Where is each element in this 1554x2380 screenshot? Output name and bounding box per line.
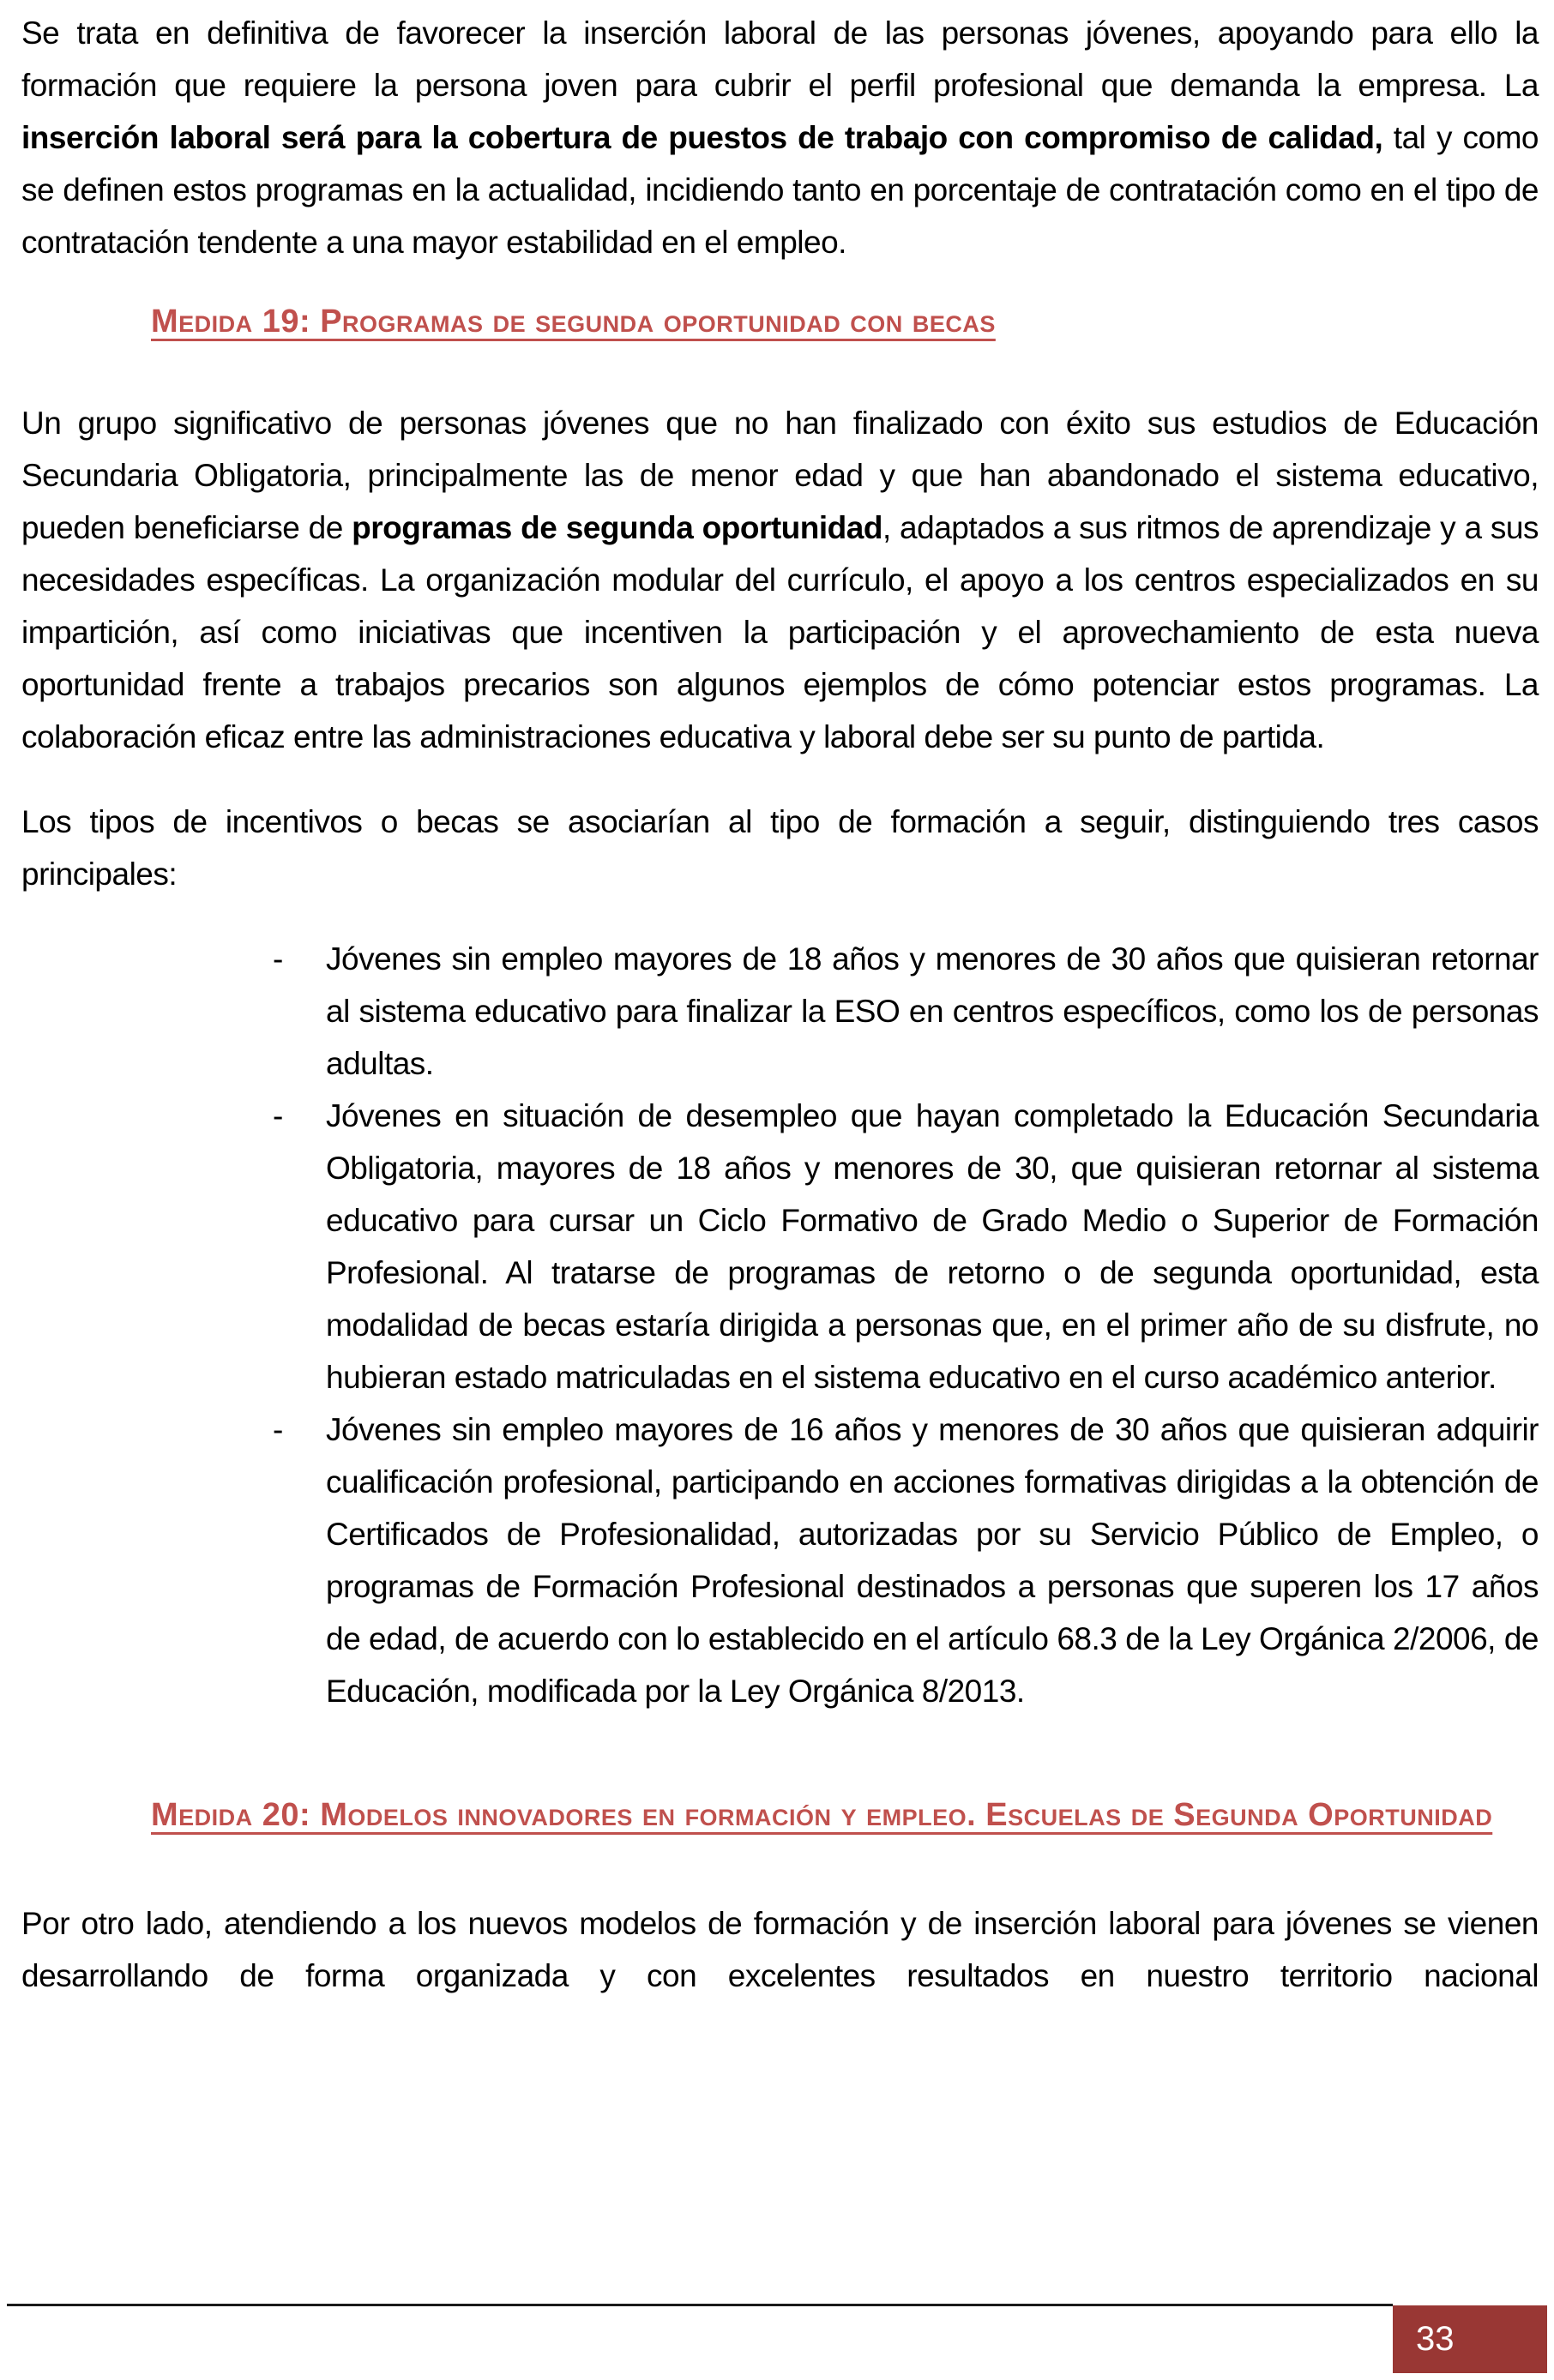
list-item-text: Jóvenes sin empleo mayores de 18 años y menores de 30 años que quisieran retornar al sistema educativo para finalizar la ESO en centros específicos, como los de personas adultas. [326, 941, 1539, 1081]
paragraph-por-otro-lado: Por otro lado, atendiendo a los nuevos modelos de formación y de inserción laboral para jóvenes se vienen desarrollando de forma organizada y con excelentes resultados en nuestro territorio nacional [21, 1906, 1539, 1993]
paragraph-tipos-incentivos: Los tipos de incentivos o becas se asociarían al tipo de formación a seguir, distinguiendo tres casos principales: [21, 804, 1539, 892]
list-item [273, 933, 1539, 1090]
bullet-list [273, 933, 1539, 1717]
list-item [273, 1090, 1539, 1403]
bullet-dash: - [273, 941, 284, 977]
list-item [273, 1403, 1539, 1717]
heading-medida-20: Medida 20: Modelos innovadores en formación y empleo. Escuelas de Segunda Oportunidad [151, 1797, 1493, 1833]
list-item-text: Jóvenes en situación de desempleo que hayan completado la Educación Secundaria Obligatoria, mayores de 18 años y menores de 30, que quisieran retornar al sistema educativo para cursar un Ciclo Formativo de Grado Medio o Superior de Formación Profesional. Al tratarse de programas de retorno o de segunda oportunidad, esta modalidad de becas estaría dirigida a personas que, en el primer año de su disfrute, no hubieran estado matriculadas en el sistema educativo en el curso académico anterior. [326, 1098, 1539, 1395]
bullet-dash: - [273, 1098, 284, 1133]
paragraph-grupo-significativo: Un grupo significativo de personas jóvenes que no han finalizado con éxito sus estudios de Educación Secundaria Obligatoria, principalmente las de menor edad y que han abandonado el sistema educativo, pueden beneficiarse de programas de segunda oportunidad, adaptados a sus ritmos de aprendizaje y a sus necesidades específicas. La organización modular del currículo, el apoyo a los centros especializados en su impartición, así como iniciativas que incentiven la participación y el aprovechamiento de esta nueva oportunidad frente a trabajos precarios son algunos ejemplos de cómo potenciar estos programas. La colaboración eficaz entre las administraciones educativa y laboral debe ser su punto de partida. [21, 406, 1539, 754]
page-number: 33 [1416, 2320, 1455, 2358]
heading-medida-19: Medida 19: Programas de segunda oportunidad con becas [151, 304, 996, 340]
page-number-box [1393, 2305, 1547, 2373]
paragraph-insercion-laboral: Se trata en definitiva de favorecer la inserción laboral de las personas jóvenes, apoyando para ello la formación que requiere la persona joven para cubrir el perfil profesional que demanda la empresa. La inserción laboral será para la cobertura de puestos de trabajo con compromiso de calidad, tal y como se definen estos programas en la actualidad, incidiendo tanto en porcentaje de contratación como en el tipo de contratación tendente a una mayor estabilidad en el empleo. [21, 15, 1539, 260]
bullet-dash: - [273, 1412, 284, 1447]
footer-rule [7, 2304, 1393, 2306]
list-item-text: Jóvenes sin empleo mayores de 16 años y menores de 30 años que quisieran adquirir cualificación profesional, participando en acciones formativas dirigidas a la obtención de Certificados de Profesionalidad, autorizadas por su Servicio Público de Empleo, o programas de Formación Profesional destinados a personas que superen los 17 años de edad, de acuerdo con lo establecido en el artículo 68.3 de la Ley Orgánica 2/2006, de Educación, modificada por la Ley Orgánica 8/2013. [326, 1412, 1539, 1709]
